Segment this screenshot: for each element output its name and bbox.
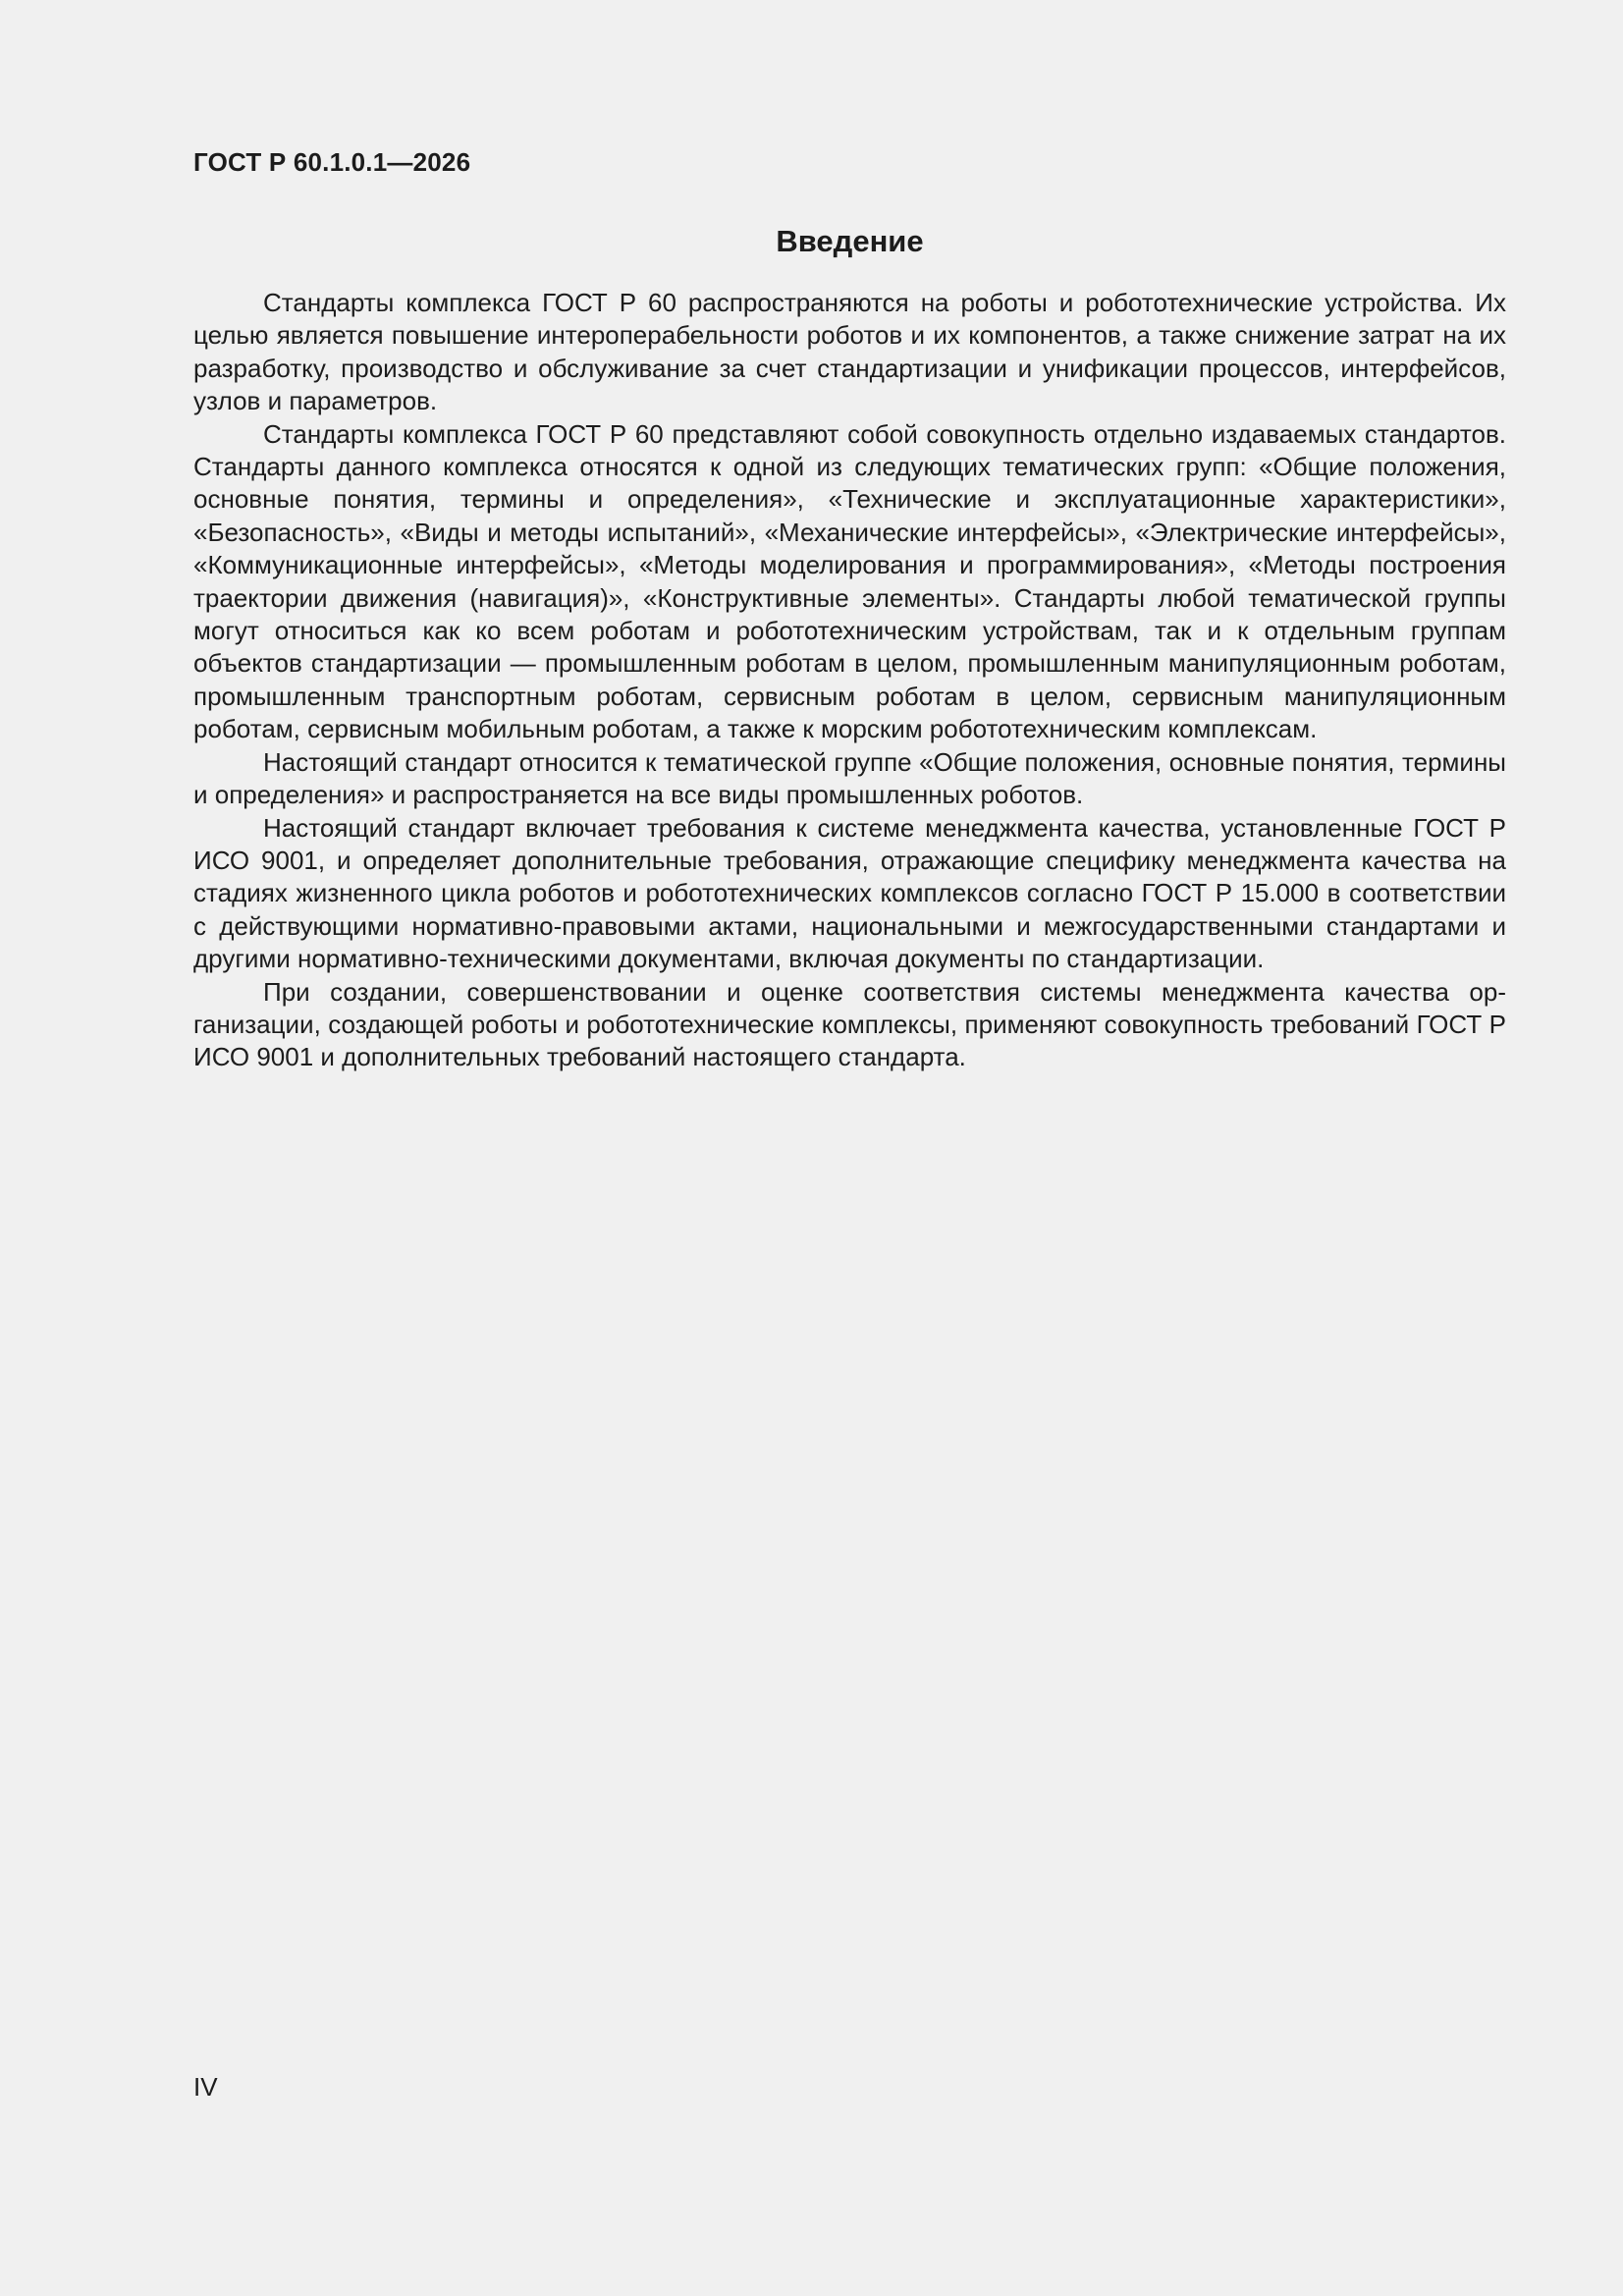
document-designation: ГОСТ Р 60.1.0.1—2026: [193, 147, 471, 177]
paragraph-4: Настоящий стандарт включает требования к системе менеджмента качества, установленные ГОСТ Р ИСО 9001, и определяет дополнительные требования, отражающие специфику менеджмента качества на стадиях жизненного цикла роботов и робототехнических комплексов согласно ГОСТ Р 15.000 в соответствии с действующими нормативно-правовыми актами, национальными и межгосударственными стандартами и другими нормативно-техническими документами, включая документы по стандартизации.: [193, 812, 1506, 974]
paragraph-1: Стандарты комплекса ГОСТ Р 60 распространяются на роботы и робототехнические устройства. Их целью является повышение интероперабельности роботов и их компонентов, а также снижение затрат на их разработку, производство и обслуживание за счет стандартизации и унификации процессов, интерфейсов, узлов и параметров.: [193, 288, 1506, 416]
page-number: IV: [193, 2072, 218, 2102]
section-title: Введение: [776, 224, 924, 258]
paragraph-5: При создании, совершенствовании и оценке соответствия системы менеджмента качества организации, создающей роботы и робототехнические комплексы, применяют совокупность требований ГОСТ Р ИСО 9001 и дополнительных требований настоящего стандарта.: [193, 976, 1506, 1072]
paragraph-2: Стандарты комплекса ГОСТ Р 60 представляют собой совокупность отдельно издаваемых стандартов. Стандарты данного комплекса относятся к одной из следующих тематических групп: «Общие положения, основные понятия, термины и определения», «Технические и эксплуатационные характеристики», «Безопасность», «Виды и методы испытаний», «Механические интерфейсы», «Электрические интерфейсы», «Коммуникационные интерфейсы», «Методы моделирования и программирования», «Методы построения траектории движения (навигация)», «Конструктивные элементы». Стандарты любой тематической группы могут относиться как ко всем роботам и робототехническим устройствам, так и к отдельным группам объектов стандартизации — промышленным роботам в целом, промышленным манипуляционным роботам, промышленным транспортным роботам, сервисным роботам в целом, сервисным манипуляционным роботам, сервисным мобильным роботам, а также к морским робототехническим комплексам.: [193, 418, 1506, 744]
paragraph-3: Настоящий стандарт относится к тематической группе «Общие положения, основные понятия, термины и определения» и распространяется на все виды промышленных роботов.: [193, 746, 1506, 810]
section-body: [193, 287, 1506, 1074]
